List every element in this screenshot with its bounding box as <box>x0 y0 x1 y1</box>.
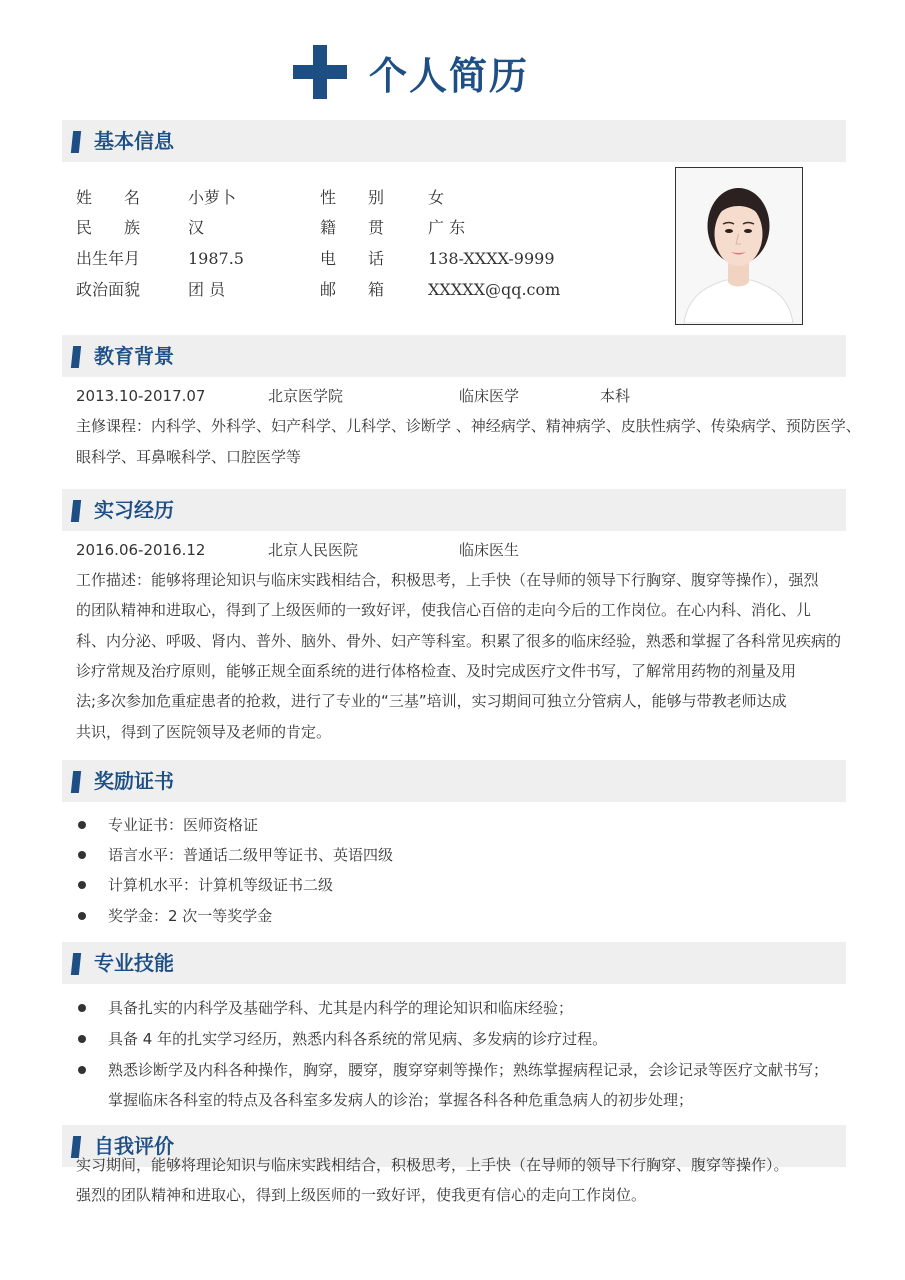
section-header-skills <box>62 942 846 984</box>
section-marker <box>71 131 81 153</box>
info-label: 出生年月 <box>76 249 141 268</box>
info-value: 女 <box>428 188 445 207</box>
info-value: 汉 <box>188 218 205 237</box>
self-evaluation: 实习期间，能够将理论知识与临床实践相结合，积极思考，上手快（在导师的领导下行胸穿、腹穿等操作）。 <box>76 1156 789 1174</box>
internship-description: 工作描述：能够将理论知识与临床实践相结合，积极思考，上手快（在导师的领导下行胸穿、腹穿等操作），强烈 <box>76 571 819 589</box>
section-title: 奖励证书 <box>94 769 174 793</box>
page-title: 个人简历 <box>369 52 530 98</box>
education-school: 北京医学院 <box>268 387 344 405</box>
education-courses: 眼科学、耳鼻喉科学、口腔医学等 <box>76 448 302 466</box>
internship-description: 共识，得到了医院领导及老师的肯定。 <box>76 723 332 741</box>
section-title: 自我评价 <box>94 1134 174 1158</box>
info-label: 民 族 <box>76 218 141 237</box>
education-degree: 本科 <box>600 387 631 405</box>
bullet-icon <box>78 851 86 859</box>
education-major: 临床医学 <box>459 387 520 405</box>
bullet-icon <box>78 1066 86 1074</box>
section-title: 实习经历 <box>94 498 174 522</box>
section-title: 基本信息 <box>94 129 174 153</box>
internship-description: 法;多次参加危重症患者的抢救，进行了专业的“三基”培训，实习期间可独立分管病人，能够与带教老师达成 <box>76 692 787 710</box>
info-label: 姓 名 <box>76 188 141 207</box>
bullet-icon <box>78 881 86 889</box>
internship-position: 临床医生 <box>459 541 520 559</box>
section-header-education <box>62 335 846 377</box>
section-header-basic <box>62 120 846 162</box>
resume-title-block <box>293 44 529 100</box>
section-marker <box>71 771 81 793</box>
info-value: 团 员 <box>188 280 226 299</box>
medical-cross-icon <box>293 45 347 99</box>
info-label: 电 话 <box>320 249 385 268</box>
portrait-icon <box>676 168 801 323</box>
section-marker <box>71 500 81 522</box>
section-marker <box>71 346 81 368</box>
internship-description: 的团队精神和进取心，得到了上级医师的一致好评，使我信心百倍的走向今后的工作岗位。在心内科、消化、儿 <box>76 601 812 619</box>
section-title: 专业技能 <box>94 951 174 975</box>
bullet-icon <box>78 821 86 829</box>
info-value: 138-XXXX-9999 <box>428 249 555 268</box>
section-header-awards <box>62 760 846 802</box>
bullet-icon <box>78 1035 86 1043</box>
info-label: 邮 箱 <box>320 280 385 299</box>
info-label: 籍 贯 <box>320 218 385 237</box>
internship-hospital: 北京人民医院 <box>268 541 359 559</box>
education-date: 2013.10-2017.07 <box>76 387 206 405</box>
section-header-internship <box>62 489 846 531</box>
internship-date: 2016.06-2016.12 <box>76 541 206 559</box>
info-value: 1987.5 <box>188 249 244 268</box>
bullet-icon <box>78 912 86 920</box>
bullet-icon <box>78 1004 86 1012</box>
info-label: 性 别 <box>320 188 385 207</box>
section-marker <box>71 953 81 975</box>
profile-photo <box>675 167 803 325</box>
info-value: 广 东 <box>428 218 466 237</box>
info-value: 小萝卜 <box>188 188 237 207</box>
info-value: XXXXX@qq.com <box>428 280 561 299</box>
section-title: 教育背景 <box>94 344 174 368</box>
internship-description: 诊疗常规及治疗原则，能够正规全面系统的进行体格检查、及时完成医疗文件书写，了解常用药物的剂量及用 <box>76 662 797 680</box>
info-label: 政治面貌 <box>76 280 141 299</box>
internship-description: 科、内分泌、呼吸、肾内、普外、脑外、骨外、妇产等科室。积累了很多的临床经验，熟悉和掌握了各科常见疾病的 <box>76 632 842 650</box>
education-courses: 主修课程：内科学、外科学、妇产科学、儿科学、诊断学 、神经病学、精神病学、皮肤性病学、传染病学、预防医学、 <box>76 417 861 435</box>
self-evaluation: 强烈的团队精神和进取心，得到上级医师的一致好评，使我更有信心的走向工作岗位。 <box>76 1186 647 1204</box>
